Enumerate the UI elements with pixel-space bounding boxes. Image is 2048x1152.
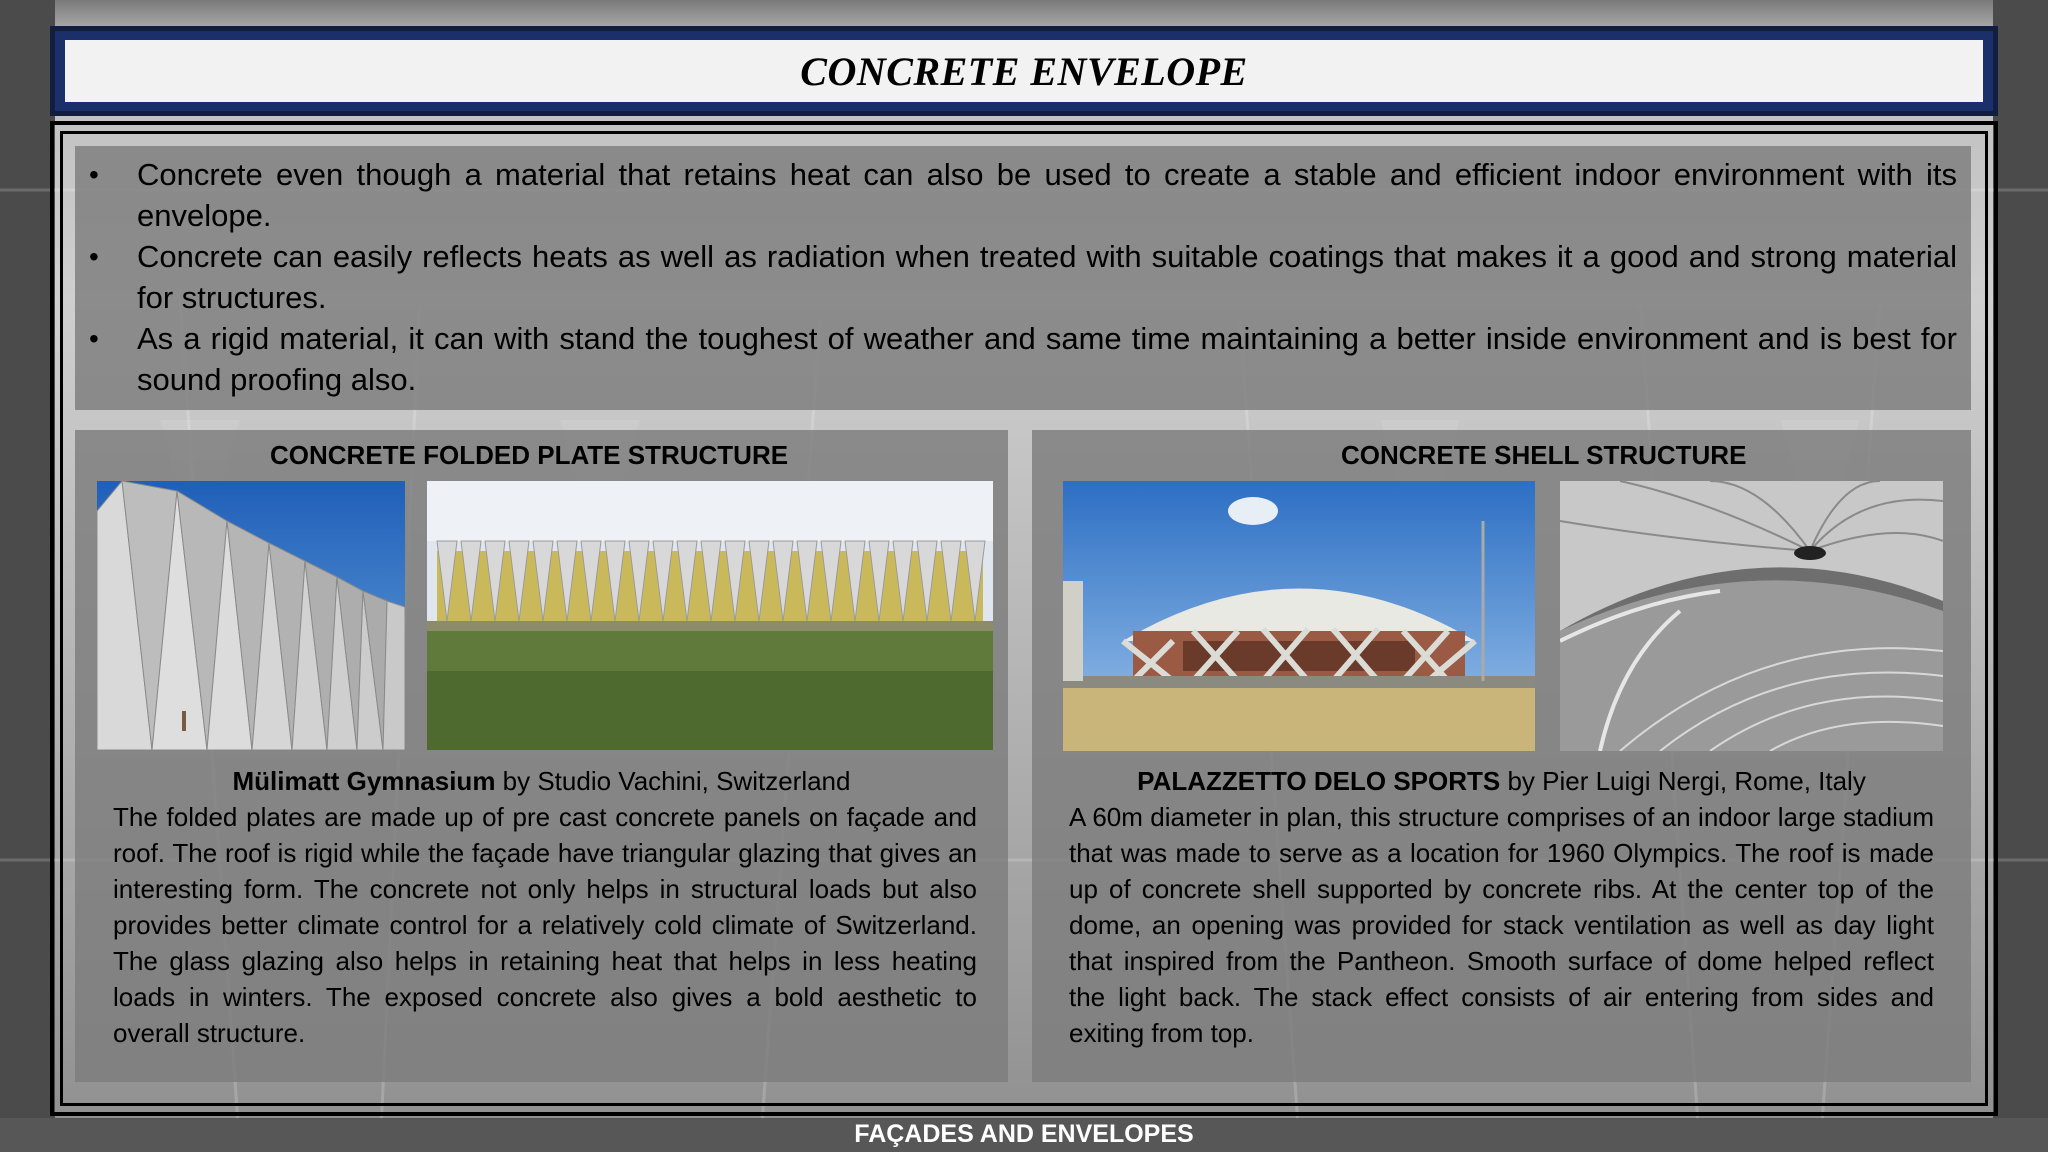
folded-plate-architect: by Studio Vachini, Switzerland — [495, 766, 851, 796]
title-banner-inner — [63, 38, 1985, 104]
folded-plate-caption-title — [75, 763, 1008, 799]
bullet-dot: • — [89, 241, 99, 272]
title-banner — [50, 26, 1998, 116]
bullet-item — [89, 318, 1957, 400]
bullet-list — [75, 146, 1971, 410]
bullet-text: Concrete even though a material that retains heat can also be used to create a stable and efficient indoor environment with its envelope. — [137, 157, 1957, 233]
footer-text: FAÇADES AND ENVELOPES — [854, 1120, 1194, 1148]
bullet-dot: • — [89, 159, 99, 190]
folded-plate-description: The folded plates are made up of pre cast concrete panels on façade and roof. The roof is rigid while the façade have triangular glazing that gives an interesting form. The concrete not only helps in structural loads but also provides better climate control for a relatively cold climate of Switzerland. The glass glazing also helps in retaining heat that helps in less heating loads in winters. The exposed concrete also gives a bold aesthetic to overall structure. — [113, 802, 977, 1048]
folded-plate-panel — [75, 430, 1008, 1082]
folded-plate-photo-facade — [427, 481, 993, 750]
folded-plate-photo-closeup — [97, 481, 405, 750]
bullet-dot: • — [89, 323, 99, 354]
shell-structure-caption-title — [1032, 763, 1971, 799]
shell-structure-architect: by Pier Luigi Nergi, Rome, Italy — [1500, 766, 1866, 796]
folded-plate-heading: CONCRETE FOLDED PLATE STRUCTURE — [270, 440, 789, 470]
folded-plate-building-name: Mülimatt Gymnasium — [232, 766, 496, 796]
bullet-item — [89, 236, 1957, 318]
bullet-text: As a rigid material, it can with stand the toughest of weather and same time maintaining a better inside environment and is best for sound proofing also. — [137, 321, 1957, 397]
shell-structure-photo-exterior — [1063, 481, 1535, 751]
shell-structure-panel — [1032, 430, 1971, 1082]
shell-structure-heading: CONCRETE SHELL STRUCTURE — [1341, 440, 1747, 470]
bullet-text: Concrete can easily reflects heats as well as radiation when treated with suitable coatings that makes it a good and strong material for structures. — [137, 239, 1957, 315]
shell-structure-description: A 60m diameter in plan, this structure comprises of an indoor large stadium that was made to serve as a location for 1960 Olympics. The roof is made up of concrete shell supported by concrete ribs. At the center top of the dome, an opening was provided for stack ventilation as well as day light that inspired from the Pantheon. Smooth surface of dome helped reflect the light back. The stack effect consists of air entering from sides and exiting from top. — [1069, 802, 1934, 1048]
shell-structure-building-name: PALAZZETTO DELO SPORTS — [1137, 766, 1501, 796]
slide-title: CONCRETE ENVELOPE — [800, 48, 1248, 94]
bullet-item — [89, 154, 1957, 236]
footer-bar — [0, 1118, 2048, 1152]
shell-structure-photo-interior — [1560, 481, 1943, 751]
